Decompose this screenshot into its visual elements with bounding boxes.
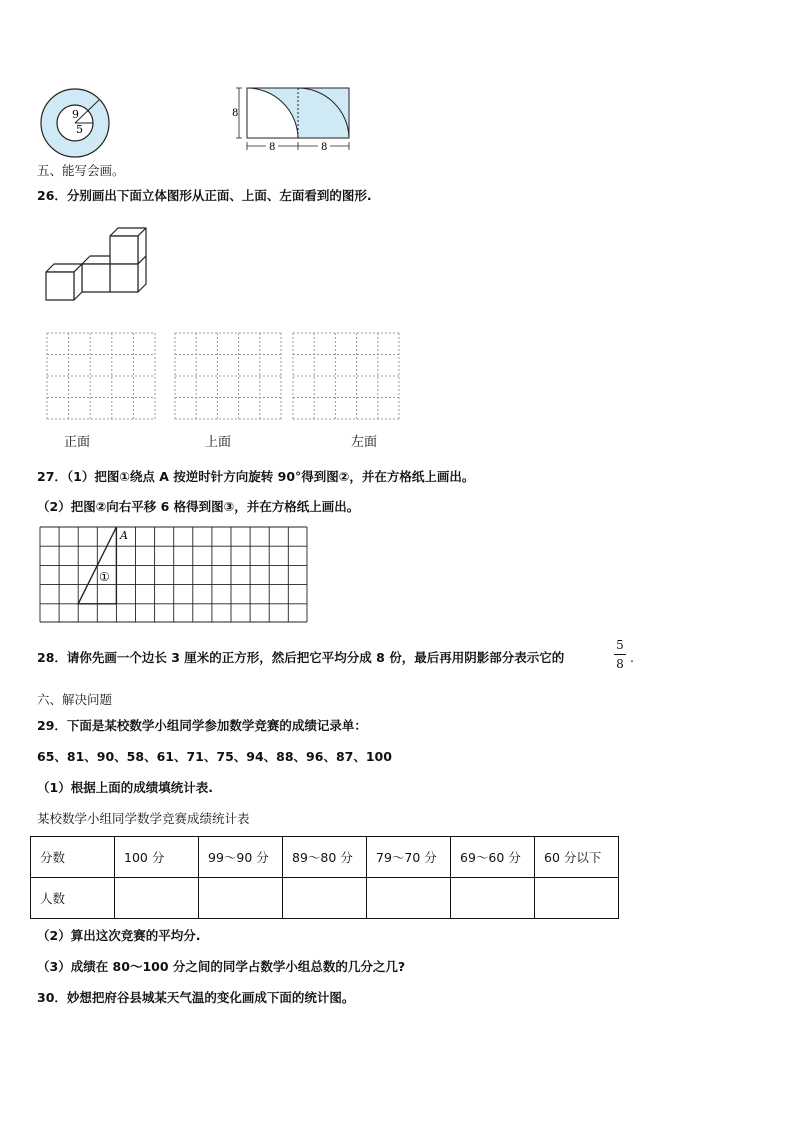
q27-part2: （2）把图②向右平移 6 格得到图③，并在方格纸上画出。 [37,499,360,514]
rotation-grid[interactable] [39,526,309,624]
left-view-grid[interactable] [292,332,400,420]
q29-part1: （1）根据上面的成绩填统计表. [37,780,213,795]
point-a-label: A [120,529,128,542]
header-100: 100 分 [115,837,199,878]
section-five-title: 五、能写会画。 [37,163,125,178]
q29-table-title: 某校数学小组同学数学竞赛成绩统计表 [37,811,250,826]
table-header-row [31,837,619,878]
count-cell-89-80[interactable] [283,878,367,919]
q28-fraction-denominator: 8 [616,657,624,671]
count-cell-below-60[interactable] [535,878,619,919]
score-statistics-table [30,836,619,919]
top-view-label: 上面 [205,435,232,450]
header-69-60: 69～60 分 [451,837,535,878]
ring-denominator-label: 5 [76,123,83,136]
top-view-grid[interactable] [174,332,282,420]
q27-part1: 27．（1）把图①绕点 A 按逆时针方向旋转 90°得到图②，并在方格纸上画出。 [37,469,475,484]
ring-numerator-label: 9 [72,108,79,121]
table-count-row [31,878,619,919]
header-99-90: 99～90 分 [199,837,283,878]
q30-text: 30．妙想把府谷县城某天气温的变化画成下面的统计图。 [37,990,355,1005]
q28-fraction-numerator: 5 [616,638,624,652]
q29-part2: （2）算出这次竞赛的平均分. [37,928,201,943]
header-score: 分数 [31,837,115,878]
cube-solid-figure [42,224,152,304]
count-cell-79-70[interactable] [367,878,451,919]
left-view-label: 左面 [351,435,378,450]
header-below-60: 60 分以下 [535,837,619,878]
q28-text: 28．请你先画一个边长 3 厘米的正方形，然后把它平均分成 8 份，最后再用阴影部分表示它的 [37,650,565,665]
header-79-70: 79～70 分 [367,837,451,878]
rect-width-right-label: 8 [321,142,328,153]
header-89-80: 89～80 分 [283,837,367,878]
q29-intro: 29．下面是某校数学小组同学参加数学竞赛的成绩记录单： [37,718,367,733]
shape-one-label: ① [99,570,110,584]
q28-end: . [630,650,634,665]
front-view-label: 正面 [64,435,91,450]
rectangle-quarter-circle-figure [228,82,354,154]
rect-height-label: 8 [232,108,239,119]
count-cell-99-90[interactable] [199,878,283,919]
q28-fraction [613,638,627,671]
count-cell-100[interactable] [115,878,199,919]
ring-figure [38,86,112,160]
front-view-grid[interactable] [46,332,156,420]
section-six-title: 六、解决问题 [37,692,113,707]
q29-part3: （3）成绩在 80～100 分之间的同学占数学小组总数的几分之几? [37,959,406,974]
q26-text: 26．分别画出下面立体图形从正面、上面、左面看到的图形. [37,188,372,203]
row-label-count: 人数 [31,878,115,919]
q29-scores: 65、81、90、58、61、71、75、94、88、96、87、100 [37,749,392,764]
rect-width-left-label: 8 [269,142,276,153]
count-cell-69-60[interactable] [451,878,535,919]
